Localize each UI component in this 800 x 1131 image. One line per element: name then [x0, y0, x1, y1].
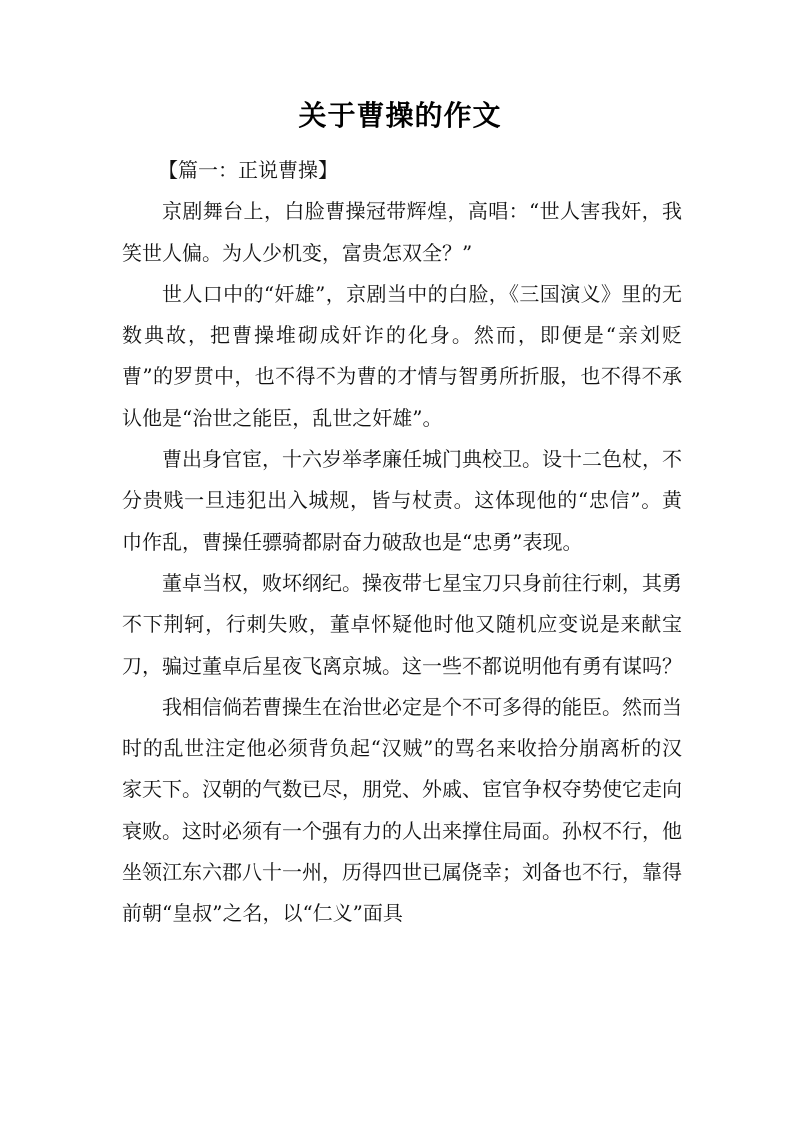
document-body	[122, 150, 682, 935]
document-title: 关于曹操的作文	[298, 99, 502, 132]
section-heading: 【篇一：正说曹操】	[158, 158, 338, 182]
paragraph: 董卓当权，败坏纲纪。操夜带七星宝刀只身前往行刺，其勇不下荆轲，行刺失败，董卓怀疑他时他又随机应变说是来献宝刀，骗过董卓后星夜飞离京城。这一些不都说明他有勇有谋吗？	[122, 570, 682, 678]
paragraph: 世人口中的“奸雄”，京剧当中的白脸，《三国演义》里的无数典故，把曹操堆砌成奸诈的化身。然而，即便是“亲刘贬曹”的罗贯中，也不得不为曹的才情与智勇所折服，也不得不承认他是“治世之能臣，乱世之奸雄”。	[122, 281, 682, 430]
paragraph: 京剧舞台上，白脸曹操冠带辉煌，高唱：“世人害我奸，我笑世人偏。为人少机变，富贵怎双全？”	[122, 199, 682, 265]
paragraph: 曹出身官宦，十六岁举孝廉任城门典校卫。设十二色杖，不分贵贱一旦违犯出入城规，皆与杖责。这体现他的“忠信”。黄巾作乱，曹操任骠骑都尉奋力破敌也是“忠勇”表现。	[122, 447, 682, 554]
paragraph: 我相信倘若曹操生在治世必定是个不可多得的能臣。然而当时的乱世注定他必须背负起“汉贼”的骂名来收拾分崩离析的汉家天下。汉朝的气数已尽，朋党、外戚、宦官争权夺势使它走向衰败。这时必须有一个强有力的人出来撑住局面。孙权不行，他坐领江东六郡八十一州，历得四世已属侥幸；刘备也不行，靠得前朝“皇叔”之名，以“仁义”面具	[122, 694, 682, 926]
